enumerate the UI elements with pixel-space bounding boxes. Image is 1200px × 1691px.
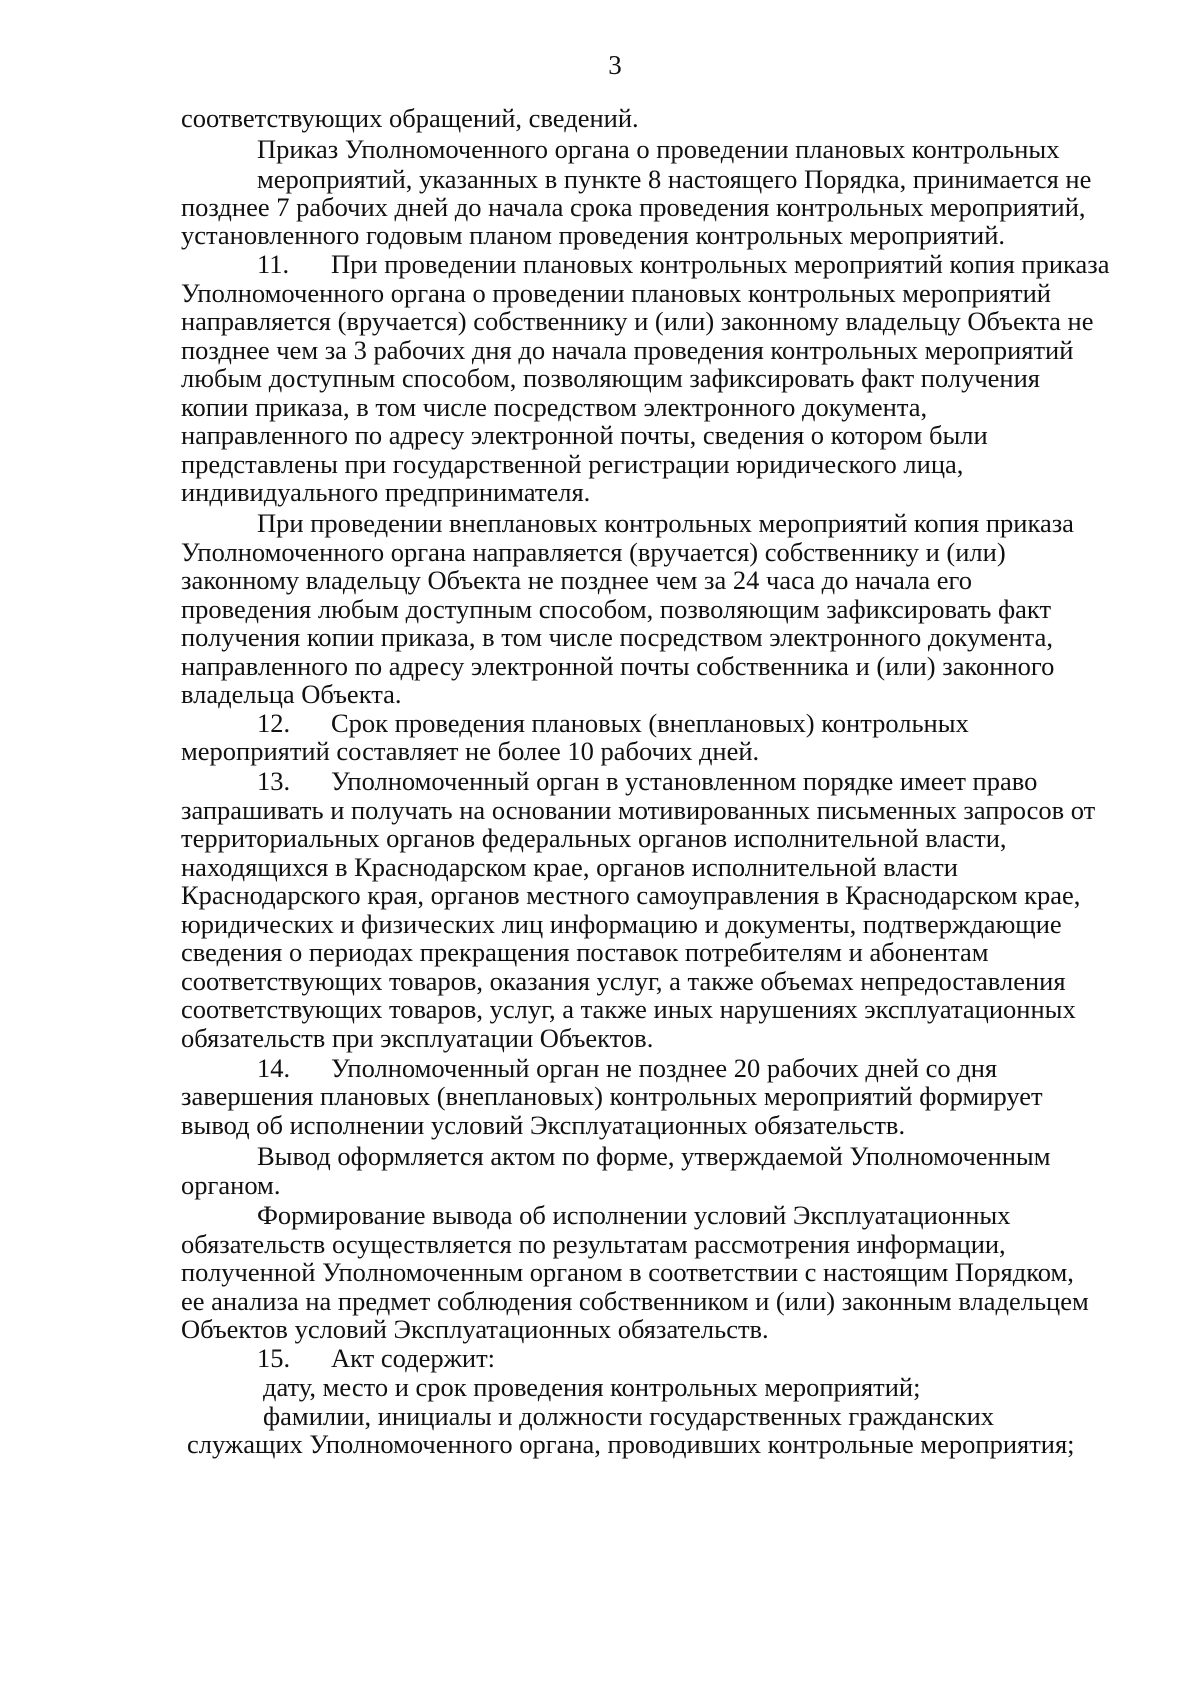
text-line: При проведении внеплановых контрольных мероприятий копия приказа (257, 508, 1074, 538)
text-line: юридических и физических лиц информацию и документы, подтверждающие (181, 909, 1062, 939)
text-line: установленного годовым планом проведения контрольных мероприятий. (181, 220, 1006, 250)
text-line: копии приказа, в том числе посредством электронного документа, (181, 392, 928, 422)
text-line: находящихся в Краснодарском крае, органов исполнительной власти (181, 852, 958, 882)
text-line: ее анализа на предмет соблюдения собственником и (или) законным владельцем (181, 1286, 1089, 1316)
text-line: владельца Объекта. (181, 679, 402, 709)
text-line: Уполномоченный орган в установленном порядке имеет право (331, 766, 1038, 796)
text-line: органом. (181, 1170, 281, 1200)
text-line: обязательств при эксплуатации Объектов. (181, 1023, 654, 1053)
text-line: Уполномоченный орган не позднее 20 рабочих дней со дня (331, 1053, 998, 1083)
text-line: получения копии приказа, в том числе посредством электронного документа, (181, 622, 1053, 652)
text-line: Приказ Уполномоченного органа о проведении плановых контрольных (257, 134, 1060, 164)
text-line: Краснодарского края, органов местного самоуправления в Краснодарском крае, (181, 880, 1081, 910)
text-line: позднее чем за 3 рабочих дня до начала проведения контрольных мероприятий (181, 335, 1074, 365)
text-line: соответствующих товаров, услуг, а также иных нарушениях эксплуатационных (181, 994, 1076, 1024)
text-line: Объектов условий Эксплуатационных обязательств. (181, 1314, 769, 1344)
text-line: мероприятий, указанных в пункте 8 настоящего Порядка, принимается не (257, 164, 1092, 194)
text-line: позднее 7 рабочих дней до начала срока проведения контрольных мероприятий, (181, 192, 1086, 222)
text-line: Срок проведения плановых (внеплановых) контрольных (331, 708, 969, 738)
text-line: завершения плановых (внеплановых) контрольных мероприятий формирует (181, 1081, 1043, 1111)
text-line: территориальных органов федеральных органов исполнительной власти, (181, 823, 1007, 853)
item-number-14: 14. (257, 1053, 291, 1083)
text-line: служащих Уполномоченного органа, проводивших контрольные мероприятия; (187, 1429, 1075, 1459)
text-line: сведения о периодах прекращения поставок потребителям и абонентам (181, 937, 989, 967)
text-line: направленного по адресу электронной почты, сведения о котором были (181, 420, 988, 450)
text-line: соответствующих товаров, оказания услуг, а также объемах непредоставления (181, 966, 1066, 996)
text-line: мероприятий составляет не более 10 рабочих дней. (181, 736, 760, 766)
text-line: индивидуального предпринимателя. (181, 477, 591, 507)
text-line: дату, место и срок проведения контрольных мероприятий; (263, 1372, 921, 1402)
text-line: проведения любым доступным способом, позволяющим зафиксировать факт (181, 594, 1052, 624)
text-line: Акт содержит: (331, 1343, 496, 1373)
item-number-12: 12. (257, 708, 291, 738)
text-line: Уполномоченного органа о проведении плановых контрольных мероприятий (181, 278, 1051, 308)
text-line: полученной Уполномоченным органом в соответствии с настоящим Порядком, (181, 1257, 1074, 1287)
text-line: любым доступным способом, позволяющим зафиксировать факт получения (181, 363, 1040, 393)
text-line: При проведении плановых контрольных мероприятий копия приказа (331, 249, 1110, 279)
text-line: соответствующих обращений, сведений. (181, 103, 639, 133)
text-line: фамилии, инициалы и должности государственных гражданских (263, 1401, 995, 1431)
text-line: Формирование вывода об исполнении условий Эксплуатационных (257, 1200, 1011, 1230)
text-line: направленного по адресу электронной почты собственника и (или) законного (181, 651, 1055, 681)
text-line: представлены при государственной регистрации юридического лица, (181, 449, 964, 479)
item-number-15: 15. (257, 1343, 291, 1373)
text-line: Вывод оформляется актом по форме, утверждаемой Уполномоченным (257, 1141, 1051, 1171)
page-number: 3 (608, 50, 622, 80)
text-line: Уполномоченного органа направляется (вручается) собственнику и (или) (181, 537, 1006, 567)
text-line: законному владельцу Объекта не позднее чем за 24 часа до начала его (181, 565, 972, 595)
text-line: вывод об исполнении условий Эксплуатационных обязательств. (181, 1110, 906, 1140)
text-line: обязательств осуществляется по результатам рассмотрения информации, (181, 1229, 1006, 1259)
text-line: направляется (вручается) собственнику и (или) законному владельцу Объекта не (181, 306, 1094, 336)
text-line: запрашивать и получать на основании мотивированных письменных запросов от (181, 795, 1096, 825)
item-number-13: 13. (257, 766, 291, 796)
item-number-11: 11. (257, 249, 290, 279)
